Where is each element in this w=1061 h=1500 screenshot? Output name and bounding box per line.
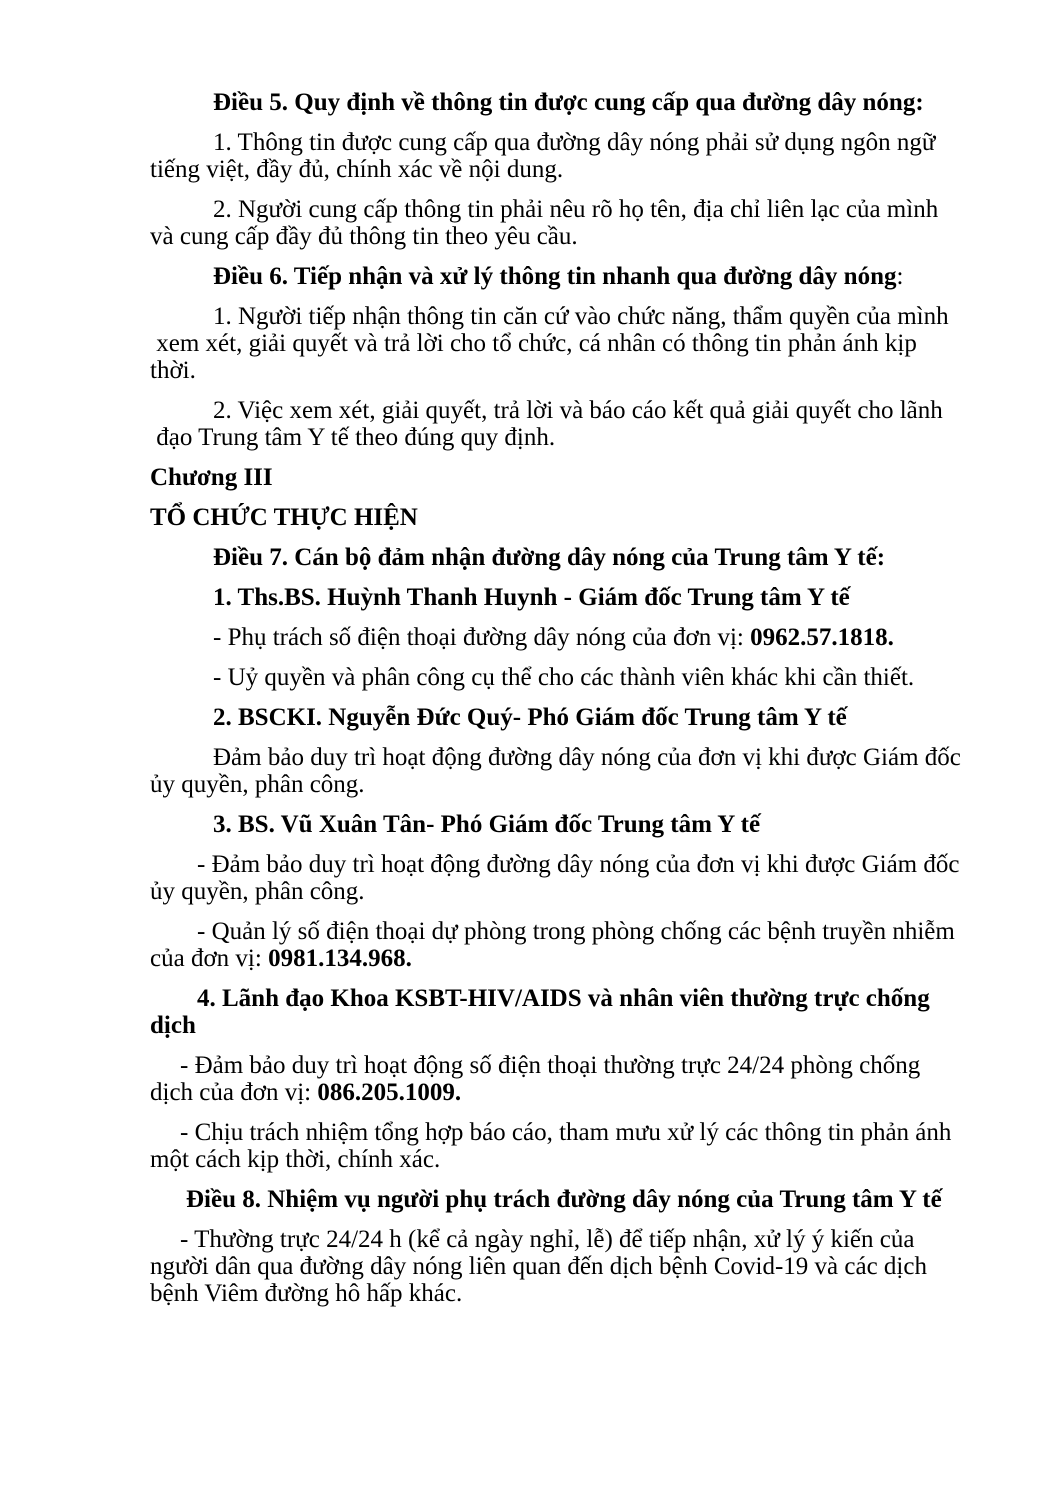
chapter-3-title (150, 504, 963, 531)
article-6-heading (150, 263, 963, 290)
hotline-number: 0962.57.1818. (750, 624, 894, 651)
bold-text-segment: 4. Lãnh đạo Khoa KSBT-HIV/AIDS và nhân viên thường trực chống dịch (150, 985, 930, 1039)
text-segment: 2. Người cung cấp thông tin phải nêu rõ họ tên, địa chỉ liên lạc của mình và cung cấp đầy đủ thông tin theo yêu cầu. (150, 196, 939, 250)
text-segment: - Uỷ quyền và phân công cụ thể cho các thành viên khác khi cần thiết. (213, 664, 915, 691)
article-7-person-4-duty-2 (150, 1119, 963, 1173)
text-segment: - Thường trực 24/24 h (kể cả ngày nghỉ, lễ) để tiếp nhận, xử lý ý kiến của người dân qua đường dây nóng liên quan đến dịch bệnh Covid-19 và các dịch bệnh Viêm đường hô hấp khác. (150, 1226, 927, 1307)
article-7-person-2-duty (150, 744, 963, 798)
document-body (150, 89, 963, 1307)
bold-text-segment: Điều 7. Cán bộ đảm nhận đường dây nóng của Trung tâm Y tế: (213, 544, 886, 571)
article-7-person-3 (150, 811, 963, 838)
bold-text-segment: 1. Ths.BS. Huỳnh Thanh Huynh - Giám đốc Trung tâm Y tế (213, 584, 850, 611)
epidemic-duty-phone-number: 086.205.1009. (317, 1079, 462, 1106)
article-7-heading (150, 544, 963, 571)
text-segment: 1. Người tiếp nhận thông tin căn cứ vào chức năng, thẩm quyền của mình (213, 303, 949, 330)
text-segment: - Phụ trách số điện thoại đường dây nóng của đơn vị: (213, 624, 751, 651)
text-segment: 1. Thông tin được cung cấp qua đường dây nóng phải sử dụng ngôn ngữ tiếng việt, đầy đủ, chính xác về nội dung. (150, 129, 936, 183)
text-segment: 2. Việc xem xét, giải quyết, trả lời và báo cáo kết quả giải quyết cho lãnh (213, 397, 943, 424)
text-segment: : (896, 263, 904, 290)
article-6-clause-1 (150, 303, 963, 384)
article-8-duty-1 (150, 1226, 963, 1307)
backup-phone-number: 0981.134.968. (268, 945, 412, 972)
article-5-clause-1 (150, 129, 963, 183)
article-5-clause-2 (150, 196, 963, 250)
chapter-3-heading (150, 464, 963, 491)
text-segment: Đảm bảo duy trì hoạt động đường dây nóng của đơn vị khi được Giám đốc ủy quyền, phân công. (150, 744, 961, 798)
bold-text-segment: 2. BSCKI. Nguyễn Đức Quý- Phó Giám đốc Trung tâm Y tế (213, 704, 847, 731)
bold-text-segment: 3. BS. Vũ Xuân Tân- Phó Giám đốc Trung tâm Y tế (213, 811, 761, 838)
article-7-person-1-duty-1 (150, 624, 963, 651)
bold-text-segment: Chương III (150, 464, 273, 491)
text-segment: - Quản lý số điện thoại dự phòng trong phòng chống các bệnh truyền nhiễm của đơn vị: (150, 918, 955, 972)
text-segment: xem xét, giải quyết và trả lời cho tổ chức, cá nhân có thông tin phản ánh kịp thời. (150, 330, 917, 384)
article-6-clause-2 (150, 397, 963, 451)
text-segment: đạo Trung tâm Y tế theo đúng quy định. (150, 424, 556, 451)
text-segment: - Đảm bảo duy trì hoạt động số điện thoại thường trực 24/24 phòng chống dịch của đơn vị: (150, 1052, 921, 1106)
article-7-person-1-duty-2 (150, 664, 963, 691)
article-8-heading (150, 1186, 963, 1213)
article-7-person-4-duty-1 (150, 1052, 963, 1106)
article-7-person-4 (150, 985, 963, 1039)
article-7-person-2 (150, 704, 963, 731)
article-7-person-1 (150, 584, 963, 611)
article-7-person-3-duty-2 (150, 918, 963, 972)
article-5-heading (150, 89, 963, 116)
bold-text-segment: TỔ CHỨC THỰC HIỆN (150, 504, 418, 531)
text-segment: - Đảm bảo duy trì hoạt động đường dây nóng của đơn vị khi được Giám đốc ủy quyền, phân công. (150, 851, 960, 905)
text-segment: - Chịu trách nhiệm tổng hợp báo cáo, tham mưu xử lý các thông tin phản ánh một cách kịp thời, chính xác. (150, 1119, 952, 1173)
article-7-person-3-duty-1 (150, 851, 963, 905)
bold-text-segment: Điều 5. Quy định về thông tin được cung cấp qua đường dây nóng: (213, 89, 924, 116)
bold-text-segment: Điều 8. Nhiệm vụ người phụ trách đường dây nóng của Trung tâm Y tế (186, 1186, 942, 1213)
bold-text-segment: Điều 6. Tiếp nhận và xử lý thông tin nhanh qua đường dây nóng (213, 263, 897, 290)
